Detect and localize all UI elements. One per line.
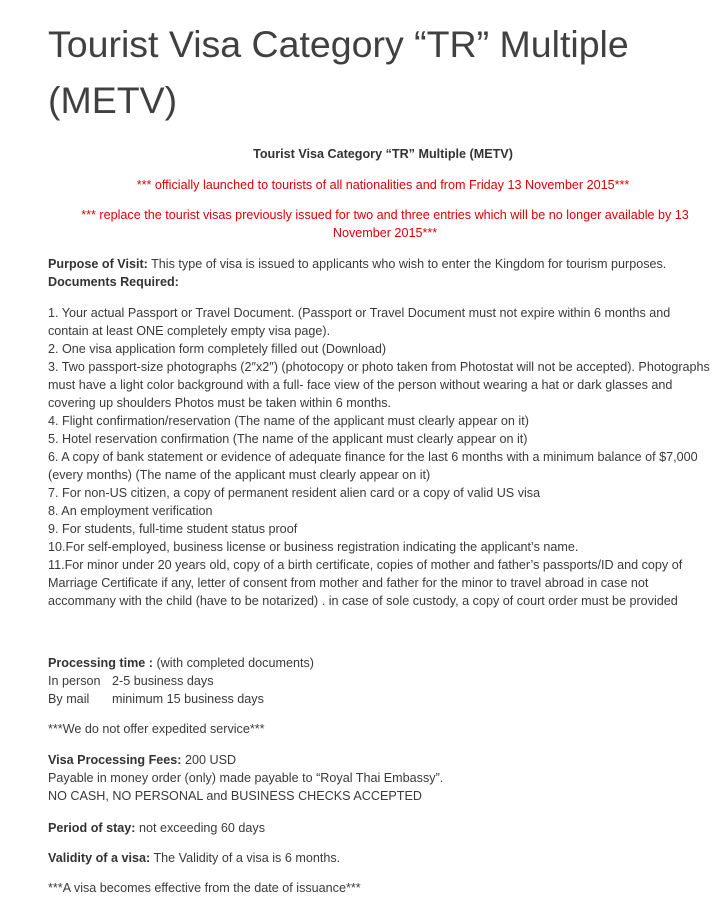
replacement-notice: *** replace the tourist visas previously issued for two and three entries which will be no longer available by 13 November 2015*** — [81, 208, 689, 240]
in-person-label: In person — [48, 674, 101, 688]
by-mail-label: By mail — [48, 692, 90, 706]
visa-fees — [48, 751, 236, 769]
document-item-5: 5. Hotel reservation confirmation (The name of the applicant must clearly appear on it) — [48, 432, 528, 446]
fees-accepted: NO CASH, NO PERSONAL and BUSINESS CHECKS ACCEPTED — [48, 789, 422, 803]
stay-label: Period of stay: — [48, 821, 136, 835]
in-person-value: 2-5 business days — [112, 674, 214, 688]
validity-label: Validity of a visa: — [48, 851, 151, 865]
fees-label: Visa Processing Fees: — [48, 753, 182, 767]
processing-in-person — [48, 672, 214, 690]
purpose-of-visit — [48, 255, 710, 273]
visa-validity — [48, 849, 340, 867]
expedited-notice: ***We do not offer expedited service*** — [48, 722, 265, 736]
purpose-label: Purpose of Visit: — [48, 257, 148, 271]
document-item-3: 3. Two passport-size photographs (2″x2″) (photocopy or photo taken from Photostat will not be accepted). Photographs must have a light color background with a full- face view of the person without wearing a hat or dark glasses and covering up shoulders Photos must be taken within 6 months. — [48, 360, 710, 410]
document-item-9: 9. For students, full-time student status proof — [48, 522, 298, 536]
processing-label: Processing time : — [48, 656, 153, 670]
document-item-7: 7. For non-US citizen, a copy of permanent resident alien card or a copy of valid US visa — [48, 486, 541, 500]
validity-value: The Validity of a visa is 6 months. — [150, 851, 341, 865]
fees-payable: Payable in money order (only) made payable to “Royal Thai Embassy”. — [48, 771, 444, 785]
document-item-6: 6. A copy of bank statement or evidence of adequate finance for the last 6 months with a minimum balance of $7,000 (every months) (The name of the applicant must clearly appear on it) — [48, 450, 698, 482]
by-mail-value: minimum 15 business days — [112, 692, 264, 706]
launch-notice: *** officially launched to tourists of all nationalities and from Friday 13 November 2015*** — [136, 178, 630, 192]
purpose-text: This type of visa is issued to applicants who wish to enter the Kingdom for tourism purposes. — [147, 257, 667, 271]
section-subheading: Tourist Visa Category “TR” Multiple (METV) — [253, 147, 513, 161]
document-item-2: 2. One visa application form completely filled out (Download) — [48, 342, 387, 356]
document-item-10: 10.For self-employed, business license or business registration indicating the applicant’s name. — [48, 540, 579, 554]
document-item-8: 8. An employment verification — [48, 504, 213, 518]
stay-value: not exceeding 60 days — [135, 821, 266, 835]
document-item-4: 4. Flight confirmation/reservation (The name of the applicant must clearly appear on it) — [48, 414, 529, 428]
document-item-1: 1. Your actual Passport or Travel Document. (Passport or Travel Document must not expire within 6 months and contain at least ONE completely empty visa page). — [48, 306, 671, 338]
document-item-11: 11.For minor under 20 years old, copy of a birth certificate, copies of mother and father’s passports/ID and copy of Marriage Certificate if any, letter of consent from mother and father for the minor to travel abroad in case not accommany with the child (have to be notarized) . in case of sole custody, a copy of court order must be provided — [48, 558, 683, 608]
documents-label: Documents Required: — [48, 275, 179, 289]
processing-note: (with completed documents) — [152, 656, 314, 670]
documents-required-heading — [48, 273, 179, 291]
period-of-stay — [48, 819, 265, 837]
page-title: Tourist Visa Category “TR” Multiple (METV) — [48, 23, 629, 121]
processing-time — [48, 654, 314, 672]
fees-amount: 200 USD — [181, 753, 237, 767]
effective-date-notice: ***A visa becomes effective from the date of issuance*** — [48, 881, 361, 895]
processing-by-mail — [48, 690, 264, 708]
